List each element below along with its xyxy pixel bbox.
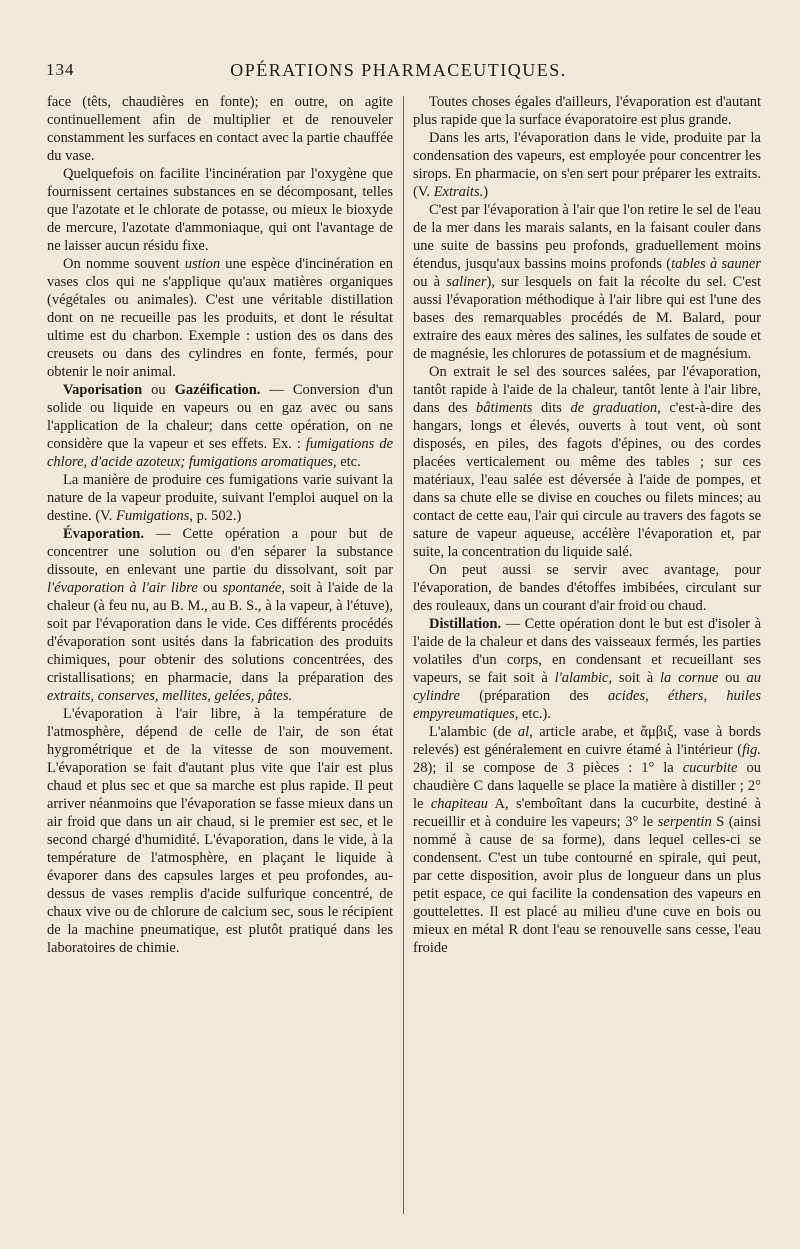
text: soit à <box>612 670 660 686</box>
italic-term: acides, éthers, huiles empyreumatiques, <box>413 688 761 722</box>
italic-term: serpentin <box>657 814 712 830</box>
paragraph <box>47 705 393 957</box>
text: soit à l'aide de la chaleur (à feu nu, au B. M., au B. S., à la vapeur, à l'étuve), soit par l'évaporation dans le vide. Ces différents procédés d'évaporation sont usités dans la fabrication des produits chimiques, pour obtenir des solutions concentrées, des cristallisations; en pharmacie, dans la préparation des <box>47 580 393 686</box>
text: On peut aussi se servir avec avantage, pour l'évaporation, de bandes d'étoffes imbibées, circulant sur des rouleaux, dans un courant d'air froid ou chaud. <box>413 562 761 614</box>
text: ou <box>197 580 223 596</box>
text: etc.). <box>518 706 551 722</box>
text: ou <box>718 670 747 686</box>
text: A, s'emboîtant dans la cucurbite, destiné à recueillir et à conduire les vapeurs; 3° le <box>413 796 761 830</box>
text: c'est-à-dire des hangars, longs et élevés, ouverts à tout vent, où sont disposés, en piles, des fagots d'épines, ou des cordes placées verticalement ou même des tables ; sur ces matériaux, l'eau salée est déversée à l'aide de pompes, et dans sa chute elle se divise en couches ou filets minces; au contact de cette eau, l'air qui circule au travers des fagots se sature de vapeur aqueuse, accélère l'évaporation et, par suite, la concentration du liquide salé. <box>413 400 761 560</box>
paragraph <box>47 93 393 165</box>
text: ou chaudière C dans laquelle se place la matière à distiller ; 2° le <box>413 760 761 812</box>
text: ou <box>142 382 175 398</box>
text: (préparation des <box>459 688 609 704</box>
italic-term: l'alambic, <box>554 670 613 686</box>
text: 28); il se compose de 3 pièces : 1° la <box>413 760 683 776</box>
italic-term: Fumigations, <box>116 508 193 524</box>
text: p. 502.) <box>192 508 242 524</box>
paragraph <box>47 471 393 525</box>
italic-term: la cornue <box>659 670 719 686</box>
italic-term: extraits, conserves, mellites, gelées, pâtes. <box>47 688 293 704</box>
paragraph <box>413 561 761 615</box>
italic-term: fig. <box>742 742 761 758</box>
section-term: Vaporisation <box>63 382 143 398</box>
text: Toutes choses égales d'ailleurs, l'évaporation est d'autant plus rapide que la surface évaporatoire est plus grande. <box>413 94 761 128</box>
italic-term: spontanée, <box>222 580 285 596</box>
section-evaporation <box>47 525 393 705</box>
italic-term: de graduation, <box>570 400 661 416</box>
text: Quelquefois on facilite l'incinération par l'oxygène que fournissent certaines substances en se décomposant, telles que l'azotate et le chlorate de potasse, ou mieux le bioxyde de mercure, l'azotate d'ammoniaque, qui ont l'avantage de ne laisser aucun résidu fixe. <box>47 166 393 254</box>
text: On nomme souvent <box>63 256 185 272</box>
text: ) <box>483 184 489 200</box>
text: On extrait le sel des sources salées, par l'évaporation, tantôt rapide à l'aide de la chaleur, tantôt lente à l'air libre, dans des <box>413 364 761 416</box>
section-term: Distillation. <box>429 616 502 632</box>
text: — Conversion d'un solide ou liquide en vapeurs ou en gaz avec ou sans l'application de la chaleur; dans cette opération, on ne considère que la vapeur et ses effets. Ex. : <box>47 382 393 452</box>
paragraph <box>413 723 761 957</box>
running-head: OPÉRATIONS PHARMACEUTIQUES. <box>230 60 567 80</box>
section-term: Gazéification. <box>174 382 261 398</box>
paragraph <box>413 201 761 363</box>
text: La manière de produire ces fumigations varie suivant la nature de la vapeur produite, suivant l'emploi auquel on la destine. (V. <box>47 472 393 524</box>
italic-term: l'évaporation à l'air libre <box>47 580 198 596</box>
text: L'alambic (de <box>429 724 518 740</box>
text: — Cette opération a pour but de concentrer une solution ou d'en séparer la substance dissoute, en enlevant une partie du dissolvant, soit par <box>47 526 393 578</box>
text: article arabe, et ἄμβιξ, vase à bords relevés) est généralement en cuivre étamé à l'intérieur ( <box>413 724 761 758</box>
text: ), sur lesquels on fait la récolte du sel. C'est aussi l'évaporation méthodique à l'air libre qui est l'une des bases des remarquables procédés de M. Balard, pour extraire des eaux mères des salines, les sulfates de soude et de magnésie, les chlorures de potassium et de magnésium. <box>413 274 761 362</box>
italic-term: al, <box>517 724 533 740</box>
left-column <box>47 93 393 1213</box>
text: — Cette opération dont le but est d'isoler à l'aide de la chaleur et dans des vaisseaux fermés, les parties volatiles d'un corps, en condensant et recueillant ses vapeurs, se fait soit à <box>413 616 761 686</box>
italic-term: ustion <box>184 256 221 272</box>
text: une espèce d'incinération en vases clos qui ne s'applique qu'aux matières organiques (végétales ou animales). C'est une véritable distillation dont on ne recueille pas les produits, et dont le résultat ultime est du charbon. Exemple : ustion des os dans des creusets ou dans des cylindres en fonte, fermés, pour obtenir le noir animal. <box>47 256 393 380</box>
text: face (têts, chaudières en fonte); en outre, on agite continuellement afin de multiplier et de renouveler constamment les surfaces en contact avec la partie chauffée du vase. <box>47 94 393 164</box>
italic-term: tables à sauner <box>671 256 761 272</box>
paragraph <box>47 165 393 255</box>
paragraph <box>47 255 393 381</box>
text: L'évaporation à l'air libre, à la température de l'atmosphère, dépend de celle de l'air, de son état hygrométrique et de la vitesse de son mouvement. L'évaporation se fait d'autant plus vite que l'air est plus chaud et plus sec et que sa marche est plus rapide. Il peut arriver néanmoins que l'évaporation se fasse mieux dans un air froid que dans un air chaud, si le premier est sec, et le second chargé d'humidité. L'évaporation, dans le vide, à la température de l'atmosphère, en plaçant le liquide à évaporer dans des capsules larges et peu profondes, au-dessus de vases remplis d'acide sulfurique concentré, de chaux vive ou de chlorure de calcium sec, sous le récipient de la machine pneumatique, est plutôt pratiqué dans les laboratoires de chimie. <box>47 706 393 956</box>
italic-term: bâtiments <box>476 400 533 416</box>
right-column <box>413 93 761 1213</box>
section-term: Évaporation. <box>63 526 144 542</box>
text: C'est par l'évaporation à l'air que l'on retire le sel de l'eau de la mer dans les marais salants, en la faisant couler dans une suite de bassins peu profonds, graduellement moins étendus, jusqu'aux bassins moins profonds ( <box>413 202 761 272</box>
text: S (ainsi nommé à cause de sa forme), dans lequel celles-ci se condensent. C'est un tube contourné en spirale, qui peut, par cette disposition, avoir plus de longueur dans un plus petit espace, ce qui facilite la condensation des vapeurs en gouttelettes. Il est placé au milieu d'une cuve en bois ou mieux en métal R dont l'eau se renouvelle sans cesse, l'eau froide <box>413 814 761 956</box>
text: dits <box>532 400 571 416</box>
text: ou à <box>413 274 447 290</box>
italic-term: au cylindre <box>413 670 761 704</box>
text: etc. <box>336 454 361 470</box>
page-header <box>46 58 751 88</box>
text: Dans les arts, l'évaporation dans le vide, produite par la condensation des vapeurs, est employée pour concentrer les sirops. En pharmacie, on s'en sert pour préparer les extraits. (V. <box>413 130 761 200</box>
paragraph <box>413 363 761 561</box>
section-vaporisation <box>47 381 393 471</box>
section-distillation <box>413 615 761 723</box>
column-divider <box>403 96 404 1214</box>
page-number: 134 <box>46 60 75 79</box>
paragraph <box>413 93 761 129</box>
italic-term: chapiteau <box>430 796 488 812</box>
italic-term: saliner <box>446 274 487 290</box>
italic-term: Extraits. <box>433 184 484 200</box>
italic-term: fumigations de chlore, d'acide azoteux; fumigations aromatiques, <box>47 436 393 470</box>
italic-term: cucurbite <box>682 760 738 776</box>
paragraph <box>413 129 761 201</box>
